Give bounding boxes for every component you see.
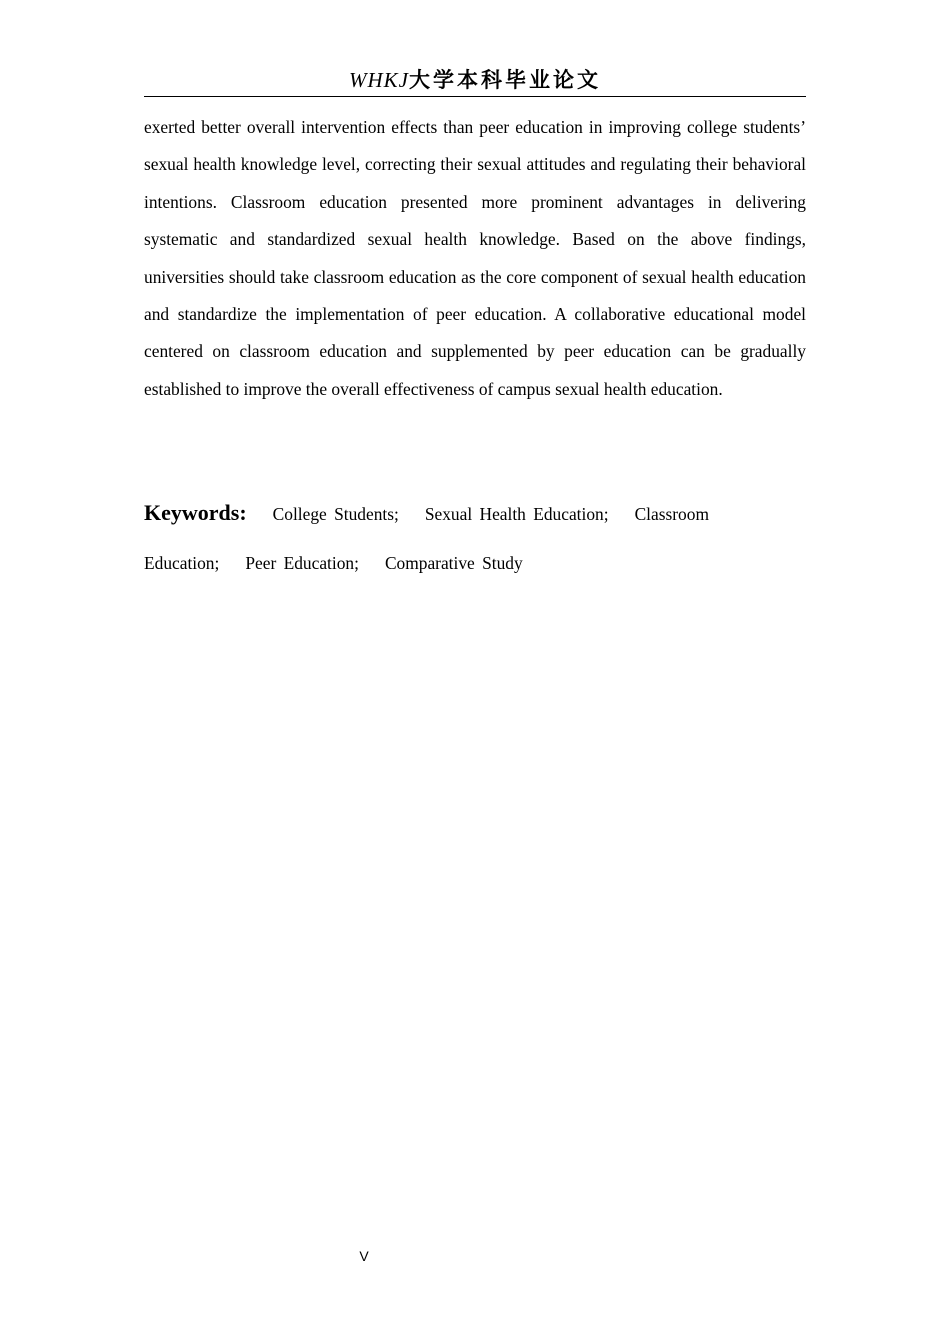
header-title-cjk: 大学本科毕业论文: [409, 68, 601, 92]
keyword-item: College Students;: [272, 504, 399, 524]
header-divider: [144, 96, 806, 97]
keyword-item: Classroom Education;: [144, 504, 709, 573]
page-header: [144, 64, 806, 96]
page-number: V: [359, 1248, 369, 1264]
keyword-item: Sexual Health Education;: [424, 504, 609, 524]
keyword-item: Comparative Study: [384, 553, 523, 573]
keywords-label: Keywords:: [144, 500, 247, 525]
keyword-item: Peer Education;: [245, 553, 359, 573]
keywords-section: [144, 488, 806, 588]
abstract-paragraph: exerted better overall intervention effects than peer education in improving college students’ sexual health knowledge level, correcting their sexual attitudes and regulating their behavioral intentions. Classroom education presented more prominent advantages in delivering systematic and standardized sexual health knowledge. Based on the above findings, universities should take classroom education as the core component of sexual health education and standardize the implementation of peer education. A collaborative educational model centered on classroom education and supplemented by peer education can be gradually established to improve the overall effectiveness of campus sexual health education.: [144, 117, 806, 399]
header-title-latin: WHKJ: [349, 68, 409, 92]
